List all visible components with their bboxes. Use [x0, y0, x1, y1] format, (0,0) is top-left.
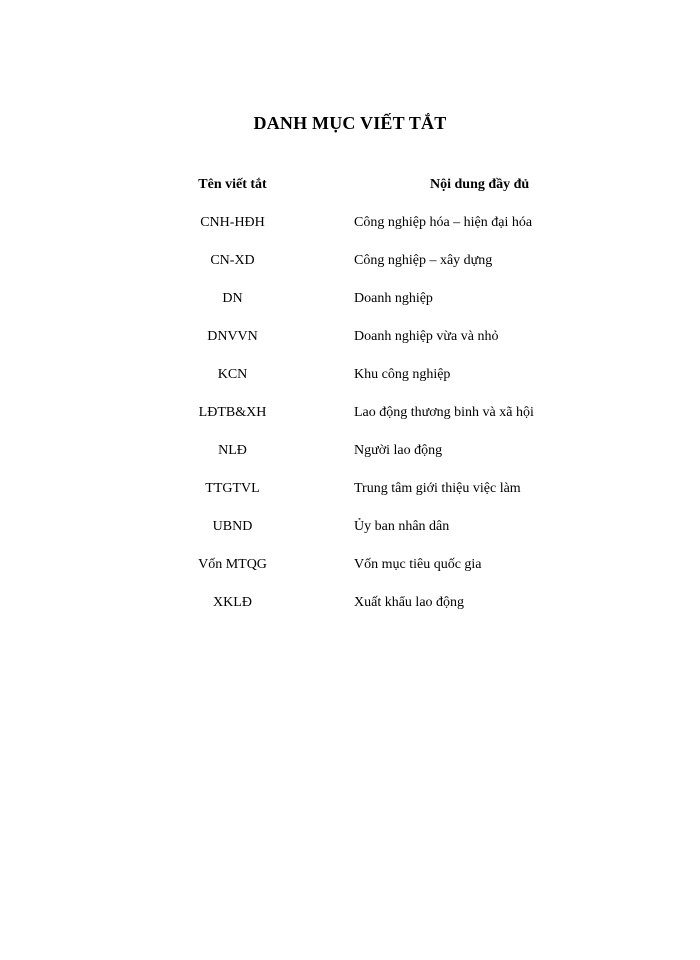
- table-row: [0, 441, 700, 461]
- table-row: [0, 403, 700, 423]
- table-row: [0, 289, 700, 309]
- abbreviation: CN-XD: [210, 253, 255, 268]
- abbreviation: NLĐ: [218, 443, 247, 458]
- full-content: Doanh nghiệp: [354, 291, 433, 306]
- full-content: Vốn mục tiêu quốc gia: [354, 557, 482, 572]
- abbreviation: TTGTVL: [205, 481, 260, 496]
- table-row: [0, 327, 700, 347]
- full-content: Công nghiệp – xây dựng: [354, 253, 493, 268]
- abbreviation: DNVVN: [207, 329, 258, 344]
- abbreviation: KCN: [217, 367, 248, 382]
- table-row: [0, 251, 700, 271]
- header-abbreviation: Tên viết tắt: [198, 177, 267, 192]
- full-content: Ủy ban nhân dân: [354, 519, 450, 534]
- full-content: Khu công nghiệp: [354, 367, 451, 382]
- full-content: Người lao động: [354, 443, 443, 458]
- full-content: Công nghiệp hóa – hiện đại hóa: [354, 215, 533, 230]
- table-row: [0, 555, 700, 575]
- abbreviation: Vốn MTQG: [198, 557, 267, 572]
- abbreviation: DN: [222, 291, 243, 306]
- abbreviation: XKLĐ: [213, 595, 252, 610]
- table-row: [0, 479, 700, 499]
- table-row: [0, 593, 700, 613]
- page-title: DANH MỤC VIẾT TẮT: [253, 113, 447, 133]
- full-content: Xuất khẩu lao động: [354, 595, 465, 610]
- full-content: Trung tâm giới thiệu việc làm: [354, 481, 521, 496]
- header-full-content: Nội dung đầy đủ: [430, 177, 530, 192]
- full-content: Lao động thương binh và xã hội: [354, 405, 534, 420]
- table-row: [0, 517, 700, 537]
- table-header: [0, 175, 700, 195]
- abbreviation: CNH-HĐH: [200, 215, 265, 230]
- abbreviation: LĐTB&XH: [198, 405, 267, 420]
- table-row: [0, 365, 700, 385]
- table-row: [0, 213, 700, 233]
- full-content: Doanh nghiệp vừa và nhỏ: [354, 329, 499, 344]
- abbreviation: UBND: [212, 519, 253, 534]
